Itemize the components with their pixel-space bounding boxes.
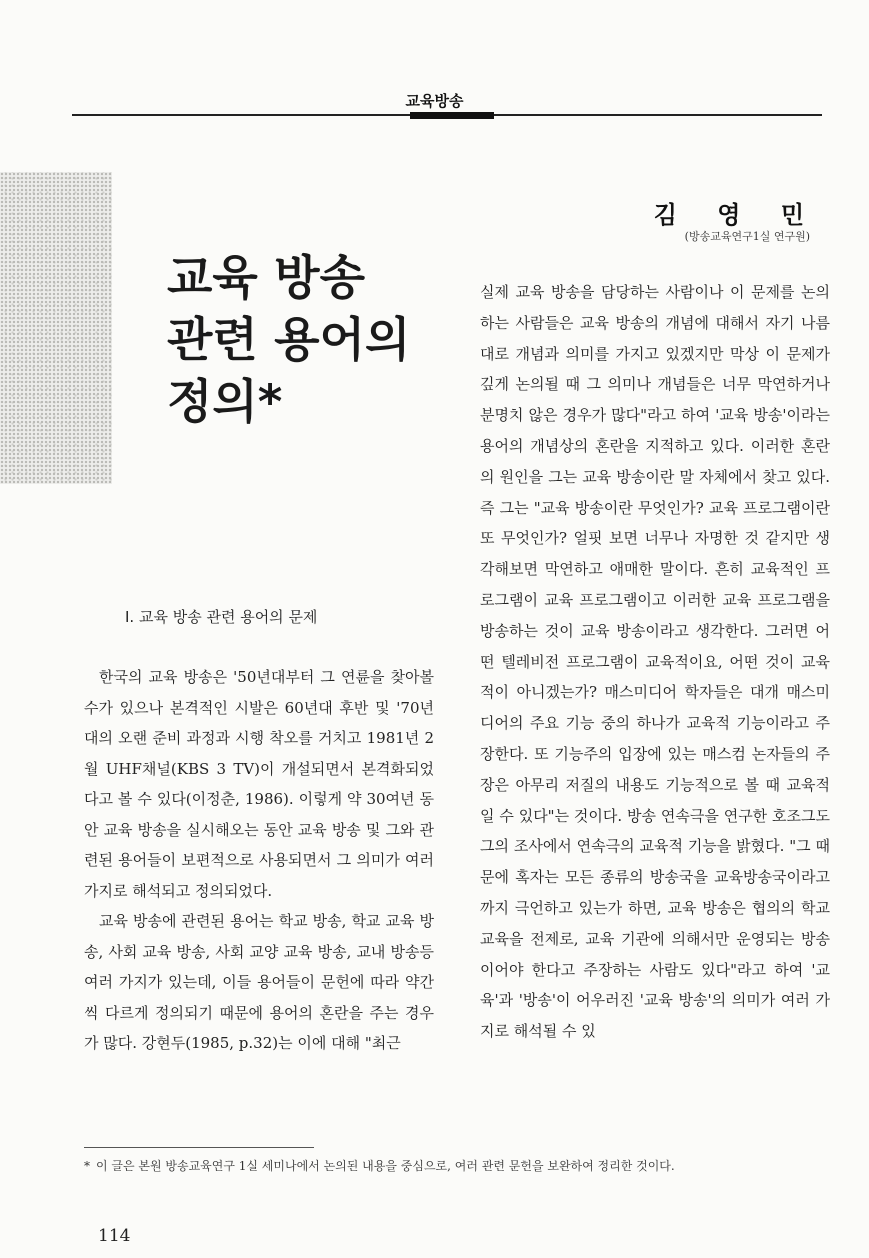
author-name: 김 영 민 bbox=[653, 201, 820, 229]
author-affiliation: (방송교육연구1실 연구원) bbox=[684, 230, 810, 243]
right-column bbox=[480, 277, 830, 1047]
section-label: 교육방송 bbox=[405, 92, 464, 110]
footnote-text: 이 글은 본원 방송교육연구 1실 세미나에서 논의된 내용을 중심으로, 여러 관련 문헌을 보완하여 정리한 것이다. bbox=[96, 1159, 675, 1173]
title-line: 관련 용어의 bbox=[167, 313, 411, 368]
decorative-texture bbox=[0, 172, 112, 484]
left-column bbox=[84, 662, 434, 1059]
body-paragraph: 실제 교육 방송을 담당하는 사람이나 이 문제를 논의하는 사람들은 교육 방송의 개념에 대해서 자기 나름대로 개념과 의미를 가지고 있겠지만 막상 이 문제가 깊게 논의될 때 그 의미나 개념들은 너무 막연하거나 분명치 않은 경우가 많다"라고 하여 '교육 방송'이라는 용어의 개념상의 혼란을 지적하고 있다. 이러한 혼란의 원인을 그는 교육 방송이란 말 자체에서 찾고 있다. 즉 그는 "교육 방송이란 무엇인가? 교육 프로그램이란 또 무엇인가? 얼핏 보면 너무나 자명한 것 같지만 생각해보면 막연하고 애매한 말이다. 흔히 교육적인 프로그램이 교육 프로그램이고 이러한 교육 프로그램을 방송하는 것이 교육 방송이라고 생각한다. 그러면 어떤 텔레비전 프로그램이 교육적이요, 어떤 것이 교육적이 아니겠는가? 매스미디어 학자들은 대개 매스미디어의 주요 기능 중의 하나가 교육적 기능이라고 주장한다. 또 기능주의 입장에 있는 매스컴 논자들의 주장은 아무리 저질의 내용도 기능적으로 볼 때 교육적일 수 있다"는 것이다. 방송 연속극을 연구한 호조그도 그의 조사에서 연속극의 교육적 기능을 밝혔다. "그 때문에 혹자는 모든 종류의 방송국을 교육방송국이라고까지 극언하고 있는가 하면, 교육 방송은 협의의 학교 교육을 전제로, 교육 기관에 의해서만 운영되는 방송이어야 한다고 주장하는 사람도 있다"라고 하여 '교육'과 '방송'이 어우러진 '교육 방송'의 의미가 여러 가지로 해석될 수 있 bbox=[480, 283, 830, 1041]
footnote-rule bbox=[84, 1147, 314, 1148]
title-line: 교육 방송 bbox=[167, 251, 365, 306]
article-title bbox=[167, 248, 467, 434]
body-paragraph: 한국의 교육 방송은 '50년대부터 그 연륜을 찾아볼 수가 있으나 본격적인 시발은 60년대 후반 및 '70년대의 오랜 준비 과정과 시행 착오를 거치고 1981년 2월 UHF채널(KBS 3 TV)이 개설되면서 본격화되었다고 볼 수 있다(이정춘, 1986). 이렇게 약 30여년 동안 교육 방송을 실시해오는 동안 교육 방송 및 그와 관련된 용어들이 보편적으로 사용되면서 그 의미가 여러 가지로 해석되고 정의되었다. bbox=[84, 668, 434, 900]
section-heading: Ⅰ. 교육 방송 관련 용어의 문제 bbox=[125, 608, 318, 626]
body-paragraph: 교육 방송에 관련된 용어는 학교 방송, 학교 교육 방송, 사회 교육 방송, 사회 교양 교육 방송, 교내 방송등 여러 가지가 있는데, 이들 용어들이 문헌에 따라 약간씩 다르게 정의되기 때문에 용어의 혼란을 주는 경우가 많다. 강현두(1985, p.32)는 이에 대해 "최근 bbox=[84, 912, 434, 1052]
title-line: 정의* bbox=[167, 375, 283, 430]
footnote-mark: * bbox=[84, 1159, 90, 1173]
header-tab-marker bbox=[410, 112, 494, 119]
page-number: 114 bbox=[98, 1226, 131, 1246]
footnote bbox=[84, 1153, 804, 1179]
